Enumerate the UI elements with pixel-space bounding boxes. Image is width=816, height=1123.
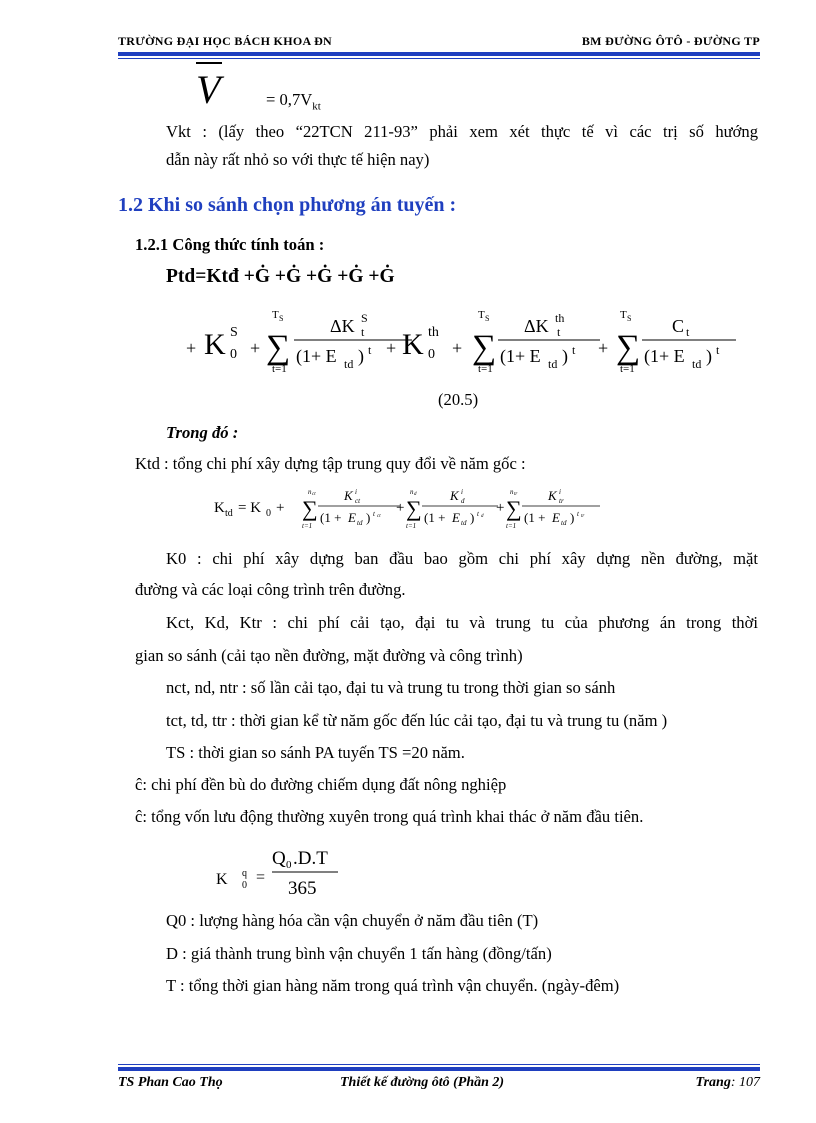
svg-text:t=1: t=1 (620, 363, 635, 375)
svg-text:S: S (230, 325, 238, 340)
svg-text:t: t (368, 343, 372, 357)
svg-text:d: d (481, 514, 484, 519)
svg-text:td: td (357, 519, 363, 527)
svg-text:= K: = K (238, 500, 262, 516)
trong-do: Trong đó : (166, 423, 239, 442)
svg-text:K: K (204, 328, 226, 361)
svg-text:): ) (706, 346, 712, 366)
section-title: 1.2 Khi so sánh chọn phương án tuyến : (118, 194, 457, 216)
header-rule-thick (118, 52, 760, 56)
svg-text:): ) (366, 510, 371, 525)
q0-line: Q0 : lượng hàng hóa cần vận chuyển ở năm đầu tiên (T) (166, 911, 539, 930)
ts-line: TS : thời gian so sánh PA tuyến TS =20 năm. (166, 743, 465, 762)
svg-text:(1+ E: (1+ E (296, 346, 337, 366)
v-symbol: V (196, 67, 221, 112)
svg-text:tr: tr (559, 497, 564, 505)
svg-text:T: T (620, 309, 627, 321)
tct-line: tct, td, ttr : thời gian kể từ năm gốc đến lúc cải tạo, đại tu và trung tu (năm ) (166, 711, 668, 730)
svg-text:q: q (242, 868, 247, 879)
svg-text:0: 0 (230, 347, 237, 362)
formula-ktd (214, 482, 604, 532)
svg-text:T: T (272, 309, 279, 321)
svg-text:0: 0 (286, 859, 292, 871)
svg-text:n: n (510, 488, 514, 496)
svg-text:S: S (627, 314, 632, 323)
header-right: BM ĐƯỜNG ÔTÔ - ĐƯỜNG TP (581, 34, 760, 48)
ktd-line: Ktd : tổng chi phí xây dựng tập trung quy đổi về năm gốc : (135, 454, 526, 473)
c2-line: ĉ: tổng vốn lưu động thường xuyên trong quá trình khai thác ở năm đầu tiên. (135, 807, 644, 826)
svg-text:t: t (557, 325, 561, 339)
header-left: TRƯỜNG ĐẠI HỌC BÁCH KHOA ĐN (118, 34, 332, 48)
svg-text:.D.T: .D.T (293, 848, 328, 869)
svg-text:K: K (450, 488, 459, 503)
svg-text:∑: ∑ (616, 329, 641, 366)
svg-text:th: th (555, 311, 565, 325)
svg-text:0: 0 (242, 880, 247, 891)
kct-line-2: gian so sánh (cải tạo nền đường, mặt đường và công trình) (135, 646, 523, 665)
footer-title: Thiết kế đường ôtô (Phần 2) (340, 1075, 505, 1090)
svg-text:t=1: t=1 (272, 363, 287, 375)
svg-text:∑: ∑ (302, 496, 318, 521)
svg-text:td: td (548, 357, 558, 371)
formula-20-5 (180, 302, 760, 382)
svg-text:tr: tr (581, 514, 585, 519)
svg-text:K: K (344, 488, 353, 503)
svg-text:+: + (186, 338, 197, 358)
svg-text:+: + (276, 500, 285, 516)
svg-text:t=1: t=1 (478, 363, 493, 375)
svg-text:+: + (496, 500, 505, 516)
formula-k0q (216, 840, 346, 900)
formula-main: Ptd=Ktđ +Ġ +Ġ +Ġ +Ġ +Ġ (166, 266, 395, 287)
svg-text:t: t (477, 510, 479, 518)
v-overbar (196, 62, 222, 64)
svg-text:+: + (250, 338, 261, 358)
svg-text:td: td (461, 519, 467, 527)
svg-text:S: S (361, 311, 368, 325)
svg-text:): ) (562, 346, 568, 366)
svg-text:(1+ E: (1+ E (500, 346, 541, 366)
svg-text:∑: ∑ (472, 329, 497, 366)
header-rule-thin (118, 58, 760, 59)
svg-text:0: 0 (266, 508, 271, 519)
svg-text:i: i (559, 488, 561, 496)
svg-text:(1 +: (1 + (424, 510, 446, 525)
svg-text:=: = (256, 869, 266, 886)
svg-text:n: n (410, 488, 414, 496)
svg-text:t=1: t=1 (506, 522, 517, 530)
svg-text:+: + (452, 338, 463, 358)
svg-text:365: 365 (288, 878, 317, 899)
svg-text:K: K (548, 488, 557, 503)
k0-line-2: đường và các loại công trình trên đường. (135, 580, 406, 599)
svg-text:Q: Q (272, 848, 286, 869)
svg-text:E: E (552, 510, 560, 525)
svg-text:t: t (361, 325, 365, 339)
svg-text:th: th (428, 325, 439, 340)
svg-text:+: + (598, 338, 609, 358)
svg-text:ΔK: ΔK (524, 316, 549, 336)
svg-text:S: S (279, 314, 284, 323)
svg-text:i: i (355, 488, 357, 496)
section-subtitle: 1.2.1 Công thức tính toán : (135, 235, 325, 254)
svg-text:E: E (452, 510, 460, 525)
svg-text:(1+ E: (1+ E (644, 346, 685, 366)
vkt-line-2: dẫn này rất nhỏ so với thực tế hiện nay) (166, 150, 430, 169)
svg-text:∑: ∑ (266, 329, 291, 366)
svg-text:K: K (214, 500, 225, 516)
svg-text:i: i (461, 488, 463, 496)
svg-text:td: td (225, 508, 233, 519)
c1-line: ĉ: chi phí đền bù do đường chiếm dụng đất nông nghiệp (135, 775, 507, 794)
svg-text:+: + (396, 500, 405, 516)
svg-text:(1 +: (1 + (524, 510, 546, 525)
footer-page: Trang: 107 (695, 1075, 760, 1090)
footer-author: TS Phan Cao Thọ (118, 1075, 223, 1090)
svg-text:t: t (572, 343, 576, 357)
svg-text:S: S (485, 314, 490, 323)
svg-text:K: K (216, 871, 228, 888)
svg-text:): ) (358, 346, 364, 366)
svg-text:T: T (478, 309, 485, 321)
svg-text:n: n (308, 488, 312, 496)
svg-text:+: + (386, 338, 397, 358)
footer-rule-thin (118, 1064, 760, 1065)
k0-line-1: K0 : chi phí xây dựng ban đầu bao gồm chi phí xây dựng nền đường, mặt (166, 549, 758, 568)
svg-text:t: t (716, 343, 720, 357)
footer-rule-thick (118, 1067, 760, 1071)
svg-text:td: td (561, 519, 567, 527)
svg-text:tr: tr (514, 492, 518, 497)
svg-text:0: 0 (428, 347, 435, 362)
svg-text:ct: ct (377, 514, 381, 519)
svg-text:(1 +: (1 + (320, 510, 342, 525)
svg-text:): ) (570, 510, 575, 525)
svg-text:C: C (672, 316, 685, 336)
svg-text:ΔK: ΔK (330, 316, 355, 336)
svg-text:ct: ct (355, 497, 361, 505)
kct-line-1: Kct, Kd, Ktr : chi phí cải tạo, đại tu và trung tu của phương án trong thời (166, 613, 758, 632)
svg-text:E: E (348, 510, 356, 525)
svg-text:∑: ∑ (506, 496, 522, 521)
svg-text:t: t (373, 510, 375, 518)
svg-text:ct: ct (312, 492, 316, 497)
eq-number: (20.5) (438, 390, 479, 409)
d-line: D : giá thành trung bình vận chuyển 1 tấn hàng (đồng/tấn) (166, 944, 552, 963)
svg-text:td: td (344, 357, 354, 371)
svg-text:t: t (686, 325, 690, 339)
v-value: = $0,7V_{kt}$ (266, 90, 321, 113)
svg-text:d: d (414, 492, 417, 497)
svg-text:∑: ∑ (406, 496, 422, 521)
nct-line: nct, nd, ntr : số lần cải tạo, đại tu và trung tu trong thời gian so sánh (166, 678, 616, 697)
svg-text:d: d (461, 497, 465, 505)
svg-text:t=1: t=1 (406, 522, 417, 530)
svg-text:t=1: t=1 (302, 522, 313, 530)
t-line: T : tổng thời gian hàng năm trong quá trình vận chuyển. (ngày-đêm) (166, 976, 620, 995)
svg-text:): ) (470, 510, 475, 525)
svg-text:td: td (692, 357, 702, 371)
svg-text:t: t (577, 510, 579, 518)
svg-text:K: K (402, 328, 424, 361)
vkt-line-1: Vkt : (lấy theo “22TCN 211-93” phải xem xét thực tế vì các trị số hướng (166, 122, 758, 141)
